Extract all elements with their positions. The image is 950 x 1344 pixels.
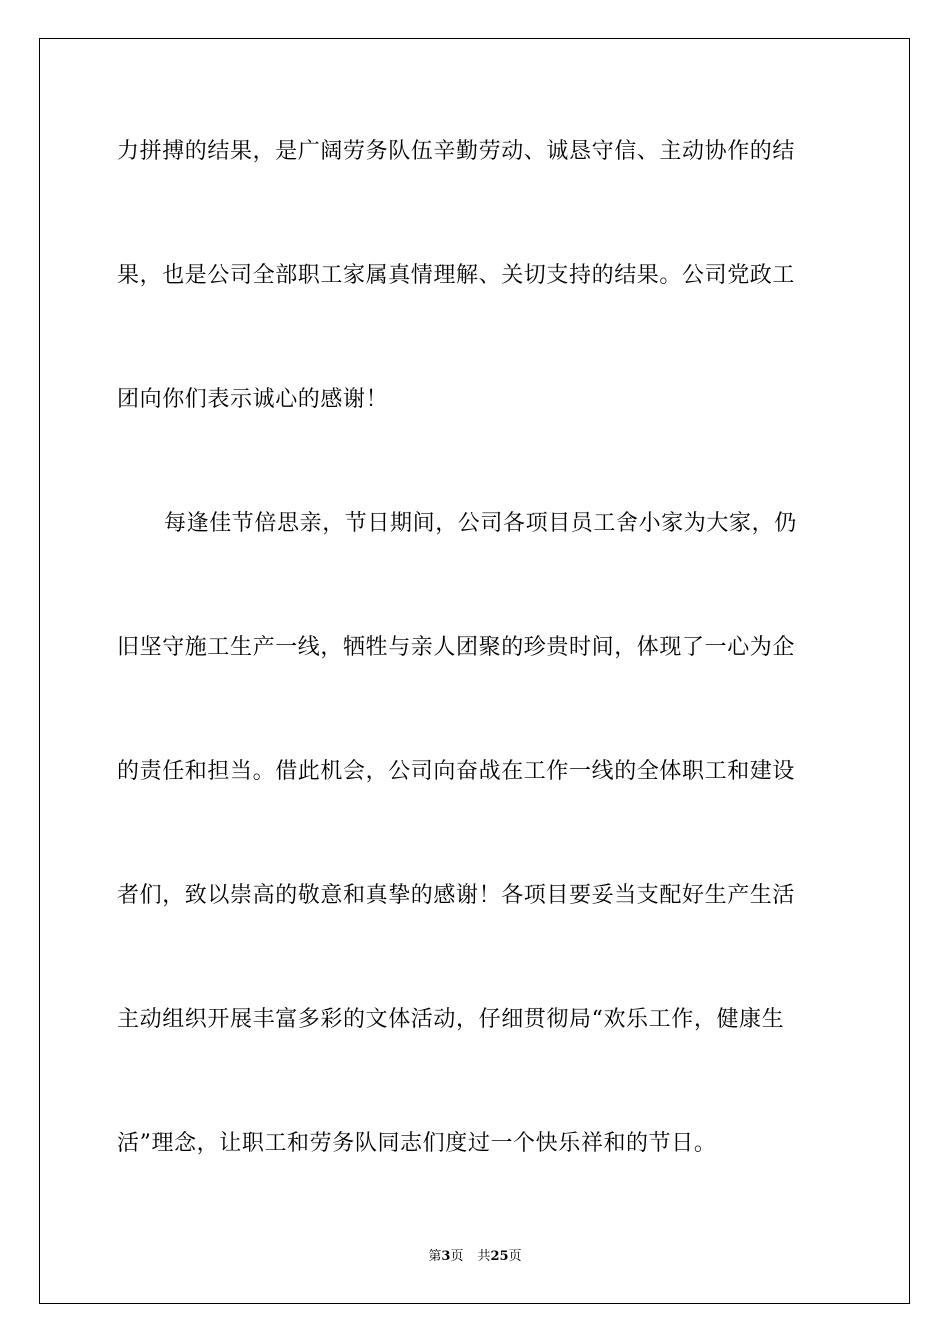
paragraph-line: 果，也是公司全部职工家属真情理解、关切支持的结果。公司党政工: [117, 263, 796, 288]
paragraph-line: 活”理念，让职工和劳务队同志们度过一个快乐祥和的节日。: [117, 1131, 717, 1156]
paragraph-line: 团向你们表示诚心的感谢！: [117, 387, 389, 412]
page-prefix: 第: [428, 1249, 442, 1264]
paragraph-line: 每逢佳节倍思亲，节日期间，公司各项目员工舍小家为大家，仍: [164, 511, 797, 536]
page-suffix: 页: [450, 1249, 464, 1264]
paragraph-line: 者们，致以崇高的敬意和真挚的感谢！各项目要妥当支配好生产生活: [117, 883, 796, 908]
total-prefix: 共: [477, 1249, 491, 1264]
paragraph-line: 旧坚守施工生产一线，牺牲与亲人团聚的珍贵时间，体现了一心为企: [117, 635, 796, 660]
page-number: 3: [441, 1249, 451, 1264]
paragraph-line: 力拼搏的结果，是广阔劳务队伍辛勤劳动、诚恳守信、主动协作的结: [117, 139, 796, 164]
paragraph-line: 主动组织开展丰富多彩的文体活动，仔细贯彻局“欢乐工作，健康生: [117, 1007, 785, 1032]
page-footer: [0, 1248, 950, 1266]
total-pages: 25: [490, 1249, 509, 1264]
page-border: [39, 38, 910, 1304]
total-suffix: 页: [508, 1249, 522, 1264]
paragraph-line: 的责任和担当。借此机会，公司向奋战在工作一线的全体职工和建设: [117, 759, 796, 784]
